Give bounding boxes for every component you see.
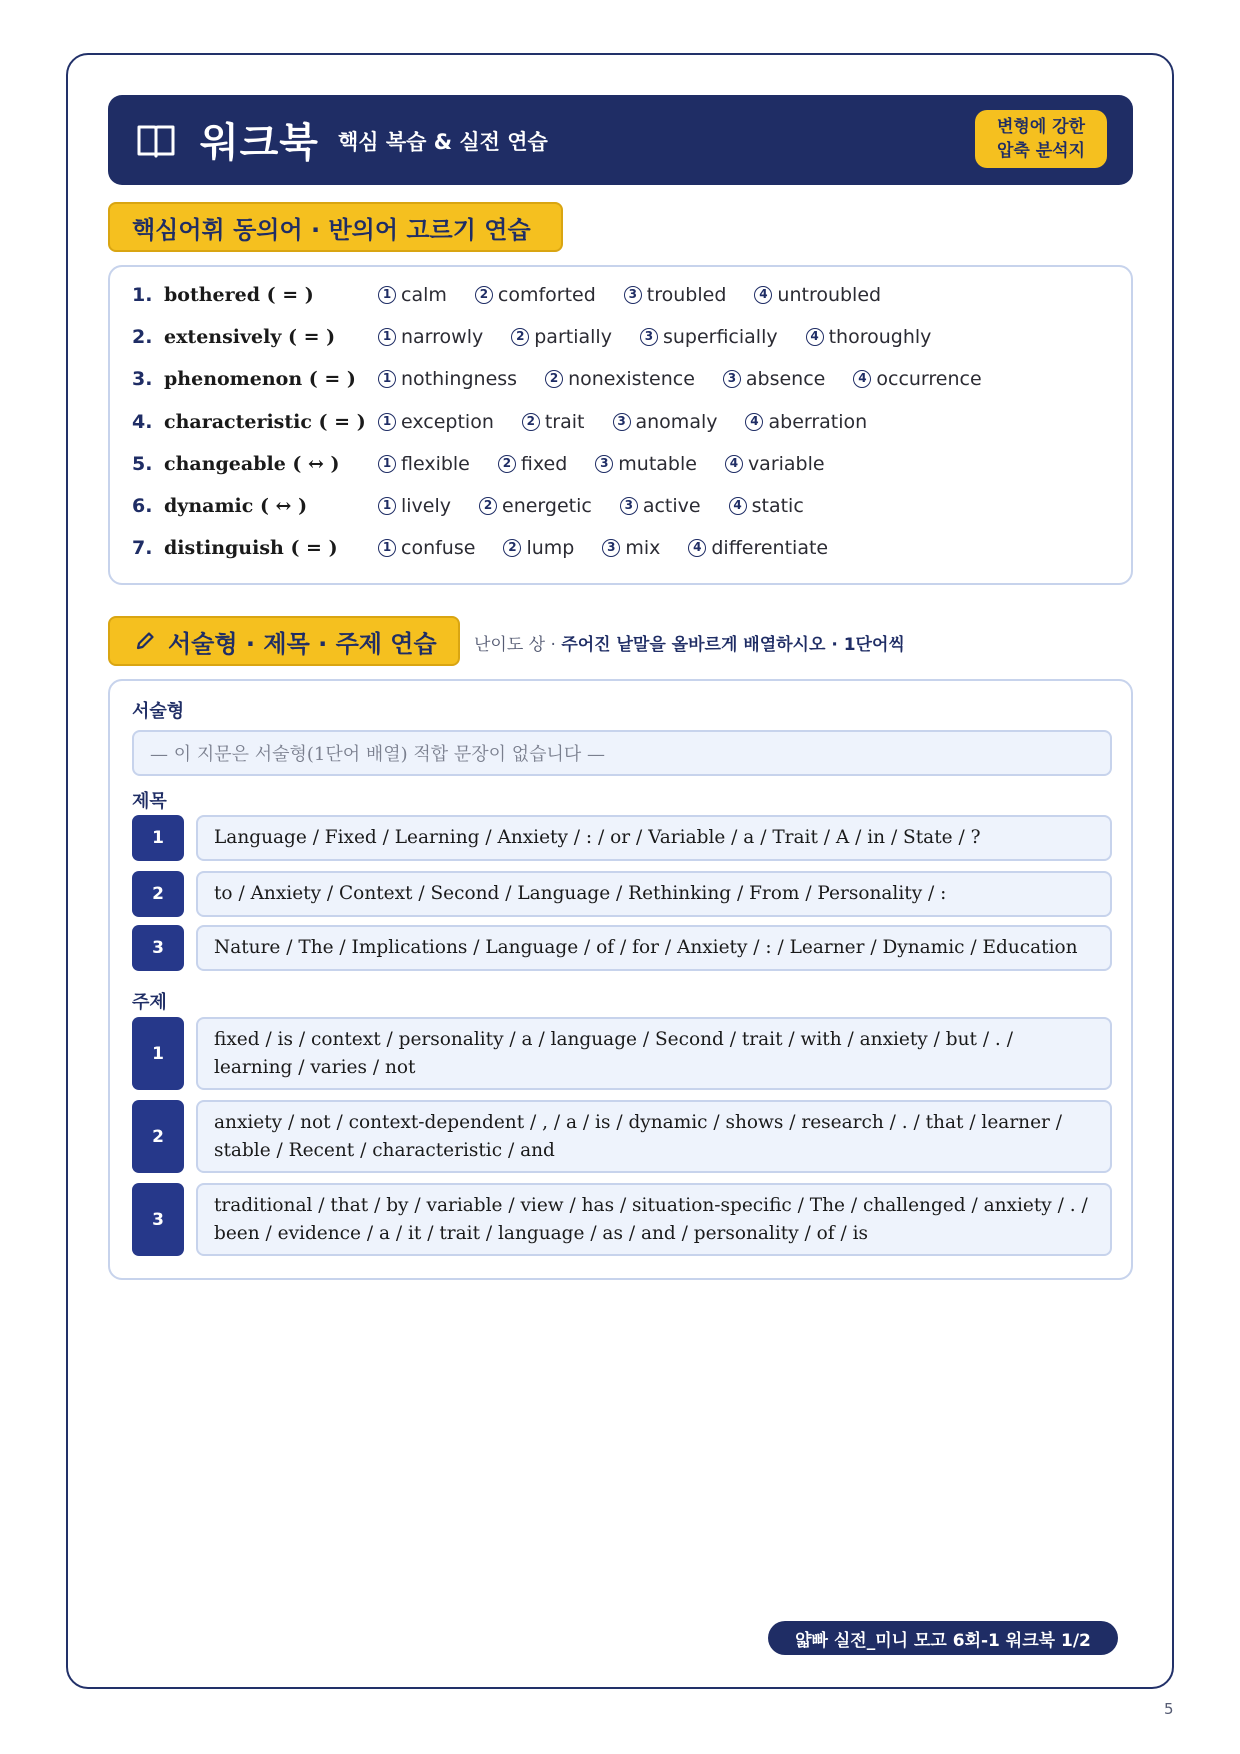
page-title: 워크북 — [200, 120, 319, 166]
option-number-marker: 4 — [688, 539, 706, 557]
vocab-item — [132, 491, 1112, 521]
option-number-marker: 4 — [729, 497, 747, 515]
theme-answer-box: anxiety / not / context-dependent / , / a / is / dynamic / shows / research / . / that / learner / stable / Recent / characteristic / and — [196, 1100, 1112, 1173]
option-number-marker: 4 — [806, 328, 824, 346]
vocab-option-text: nothingness — [401, 368, 518, 390]
vocab-item-number: 4. — [132, 411, 153, 433]
vocab-option-text: mutable — [618, 453, 697, 475]
option-number-marker: 2 — [545, 370, 563, 388]
essay-placeholder: — 이 지문은 서술형(1단어 배열) 적합 문장이 없습니다 — — [132, 730, 1112, 776]
vocab-option-text: static — [751, 495, 804, 517]
vocab-option-text: exception — [401, 411, 494, 433]
option-number-marker: 3 — [595, 455, 613, 473]
vocab-item — [132, 407, 1112, 437]
vocab-option — [378, 284, 447, 306]
option-number-marker: 3 — [602, 539, 620, 557]
vocab-item-word: characteristic ( = ) — [164, 411, 366, 433]
writing-section-title: 서술형 · 제목 · 주제 연습 — [168, 629, 437, 658]
vocab-option-text: superficially — [662, 326, 778, 348]
vocab-option — [475, 284, 596, 306]
option-number-marker: 3 — [620, 497, 638, 515]
vocab-option — [624, 284, 727, 306]
vocab-option — [378, 495, 451, 517]
title-number-badge: 2 — [132, 871, 184, 917]
option-number-marker: 4 — [754, 286, 772, 304]
title-answer-box: to / Anxiety / Context / Second / Language / Rethinking / From / Personality / : — [196, 871, 1112, 917]
title-answer-box: Language / Fixed / Learning / Anxiety / : / or / Variable / a / Trait / A / in / State / ? — [196, 815, 1112, 861]
option-number-marker: 1 — [378, 539, 396, 557]
vocab-option-text: mix — [625, 537, 661, 559]
title-label: 제목 — [132, 791, 167, 812]
option-number-marker: 1 — [378, 455, 396, 473]
option-number-marker: 4 — [853, 370, 871, 388]
option-number-marker: 2 — [503, 539, 521, 557]
vocab-option — [378, 453, 470, 475]
option-number-marker: 2 — [522, 413, 540, 431]
vocab-option — [620, 495, 701, 517]
vocab-option-text: absence — [745, 368, 826, 390]
title-number-badge: 1 — [132, 815, 184, 861]
page-number: 5 — [1164, 1700, 1174, 1718]
vocab-item — [132, 449, 1112, 479]
difficulty-label: 난이도 상 · — [474, 635, 562, 655]
option-number-marker: 1 — [378, 370, 396, 388]
vocab-option — [378, 326, 483, 348]
badge-line-2: 압축 분석지 — [996, 141, 1086, 161]
option-number-marker: 3 — [613, 413, 631, 431]
vocab-option — [479, 495, 592, 517]
vocab-option-text: active — [642, 495, 701, 517]
vocab-option — [498, 453, 567, 475]
vocab-option — [723, 368, 825, 390]
essay-label: 서술형 — [132, 701, 185, 722]
vocab-option — [378, 537, 475, 559]
vocab-option-text: lump — [526, 537, 575, 559]
vocab-card — [108, 265, 1133, 585]
vocab-item-number: 1. — [132, 284, 153, 306]
theme-label: 주제 — [132, 992, 167, 1013]
instruction-text: 주어진 낱말을 올바르게 배열하시오 · 1단어씩 — [561, 635, 905, 655]
vocab-option-text: calm — [401, 284, 447, 306]
vocab-option-text: untroubled — [777, 284, 882, 306]
vocab-option — [503, 537, 574, 559]
vocab-item-word: bothered ( = ) — [164, 284, 314, 306]
vocab-item-word: distinguish ( = ) — [164, 537, 338, 559]
vocab-item-number: 5. — [132, 453, 153, 475]
option-number-marker: 3 — [723, 370, 741, 388]
badge-line-1: 변형에 강한 — [996, 117, 1086, 137]
option-number-marker: 2 — [479, 497, 497, 515]
option-number-marker: 2 — [498, 455, 516, 473]
vocab-option-text: thoroughly — [828, 326, 932, 348]
vocab-item-number: 6. — [132, 495, 153, 517]
footer-label: 얇빠 실전_미니 모고 6회-1 워크북 1/2 — [768, 1621, 1118, 1655]
title-answer-box: Nature / The / Implications / Language / of / for / Anxiety / : / Learner / Dynamic / Education — [196, 925, 1112, 971]
vocab-option — [853, 368, 981, 390]
vocab-option — [602, 537, 660, 559]
vocab-option-text: trait — [544, 411, 585, 433]
vocab-item — [132, 364, 1112, 394]
vocab-item-word: extensively ( = ) — [164, 326, 336, 348]
header-badge — [975, 110, 1107, 168]
option-number-marker: 1 — [378, 497, 396, 515]
vocab-option-text: nonexistence — [568, 368, 695, 390]
vocab-option-text: fixed — [520, 453, 568, 475]
vocab-item — [132, 533, 1112, 563]
writing-instruction — [474, 630, 905, 655]
vocab-option — [688, 537, 828, 559]
option-number-marker: 2 — [511, 328, 529, 346]
vocab-option-text: energetic — [502, 495, 592, 517]
theme-answer-box: fixed / is / context / personality / a / language / Second / trait / with / anxiety / but / . / learning / varies / not — [196, 1017, 1112, 1090]
option-number-marker: 1 — [378, 328, 396, 346]
book-icon — [136, 120, 176, 160]
vocab-option-text: occurrence — [876, 368, 982, 390]
vocab-option — [595, 453, 697, 475]
writing-section-title-pill — [108, 616, 460, 666]
option-number-marker: 4 — [725, 455, 743, 473]
theme-number-badge: 3 — [132, 1183, 184, 1256]
vocab-item-word: dynamic ( ↔ ) — [164, 495, 308, 517]
title-number-badge: 3 — [132, 925, 184, 971]
vocab-item-number: 3. — [132, 368, 153, 390]
vocab-option — [378, 411, 494, 433]
pencil-icon — [134, 630, 156, 652]
theme-number-badge: 2 — [132, 1100, 184, 1173]
vocab-option — [511, 326, 612, 348]
vocab-item-number: 2. — [132, 326, 153, 348]
vocab-option — [522, 411, 585, 433]
vocab-item-word: changeable ( ↔ ) — [164, 453, 340, 475]
vocab-option — [378, 368, 517, 390]
vocab-item — [132, 280, 1112, 310]
option-number-marker: 1 — [378, 413, 396, 431]
vocab-option — [806, 326, 932, 348]
option-number-marker: 3 — [624, 286, 642, 304]
vocab-section-title: 핵심어휘 동의어 · 반의어 고르기 연습 — [108, 202, 563, 252]
vocab-item-word: phenomenon ( = ) — [164, 368, 356, 390]
vocab-option — [754, 284, 881, 306]
option-number-marker: 2 — [475, 286, 493, 304]
theme-answer-box: traditional / that / by / variable / view / has / situation-specific / The / challenged / anxiety / . / been / evidence / a / it / trait / language / as / and / personality / of / is — [196, 1183, 1112, 1256]
vocab-option-text: differentiate — [711, 537, 829, 559]
option-number-marker: 1 — [378, 286, 396, 304]
vocab-option — [725, 453, 825, 475]
vocab-option-text: troubled — [646, 284, 727, 306]
vocab-option-text: variable — [747, 453, 825, 475]
option-number-marker: 4 — [745, 413, 763, 431]
vocab-option-text: lively — [401, 495, 452, 517]
vocab-item-number: 7. — [132, 537, 153, 559]
header-bar — [108, 95, 1133, 185]
vocab-option — [745, 411, 867, 433]
vocab-option-text: narrowly — [401, 326, 484, 348]
vocab-option-text: partially — [534, 326, 612, 348]
vocab-option-text: flexible — [401, 453, 470, 475]
theme-number-badge: 1 — [132, 1017, 184, 1090]
vocab-option-text: comforted — [497, 284, 596, 306]
writing-card — [108, 679, 1133, 1280]
vocab-option-text: aberration — [768, 411, 868, 433]
vocab-option — [729, 495, 804, 517]
vocab-option-text: anomaly — [635, 411, 718, 433]
option-number-marker: 3 — [640, 328, 658, 346]
vocab-option — [640, 326, 778, 348]
vocab-option — [545, 368, 695, 390]
vocab-item — [132, 322, 1112, 352]
page-subtitle: 핵심 복습 & 실전 연습 — [338, 130, 548, 154]
vocab-option — [613, 411, 718, 433]
vocab-option-text: confuse — [401, 537, 476, 559]
